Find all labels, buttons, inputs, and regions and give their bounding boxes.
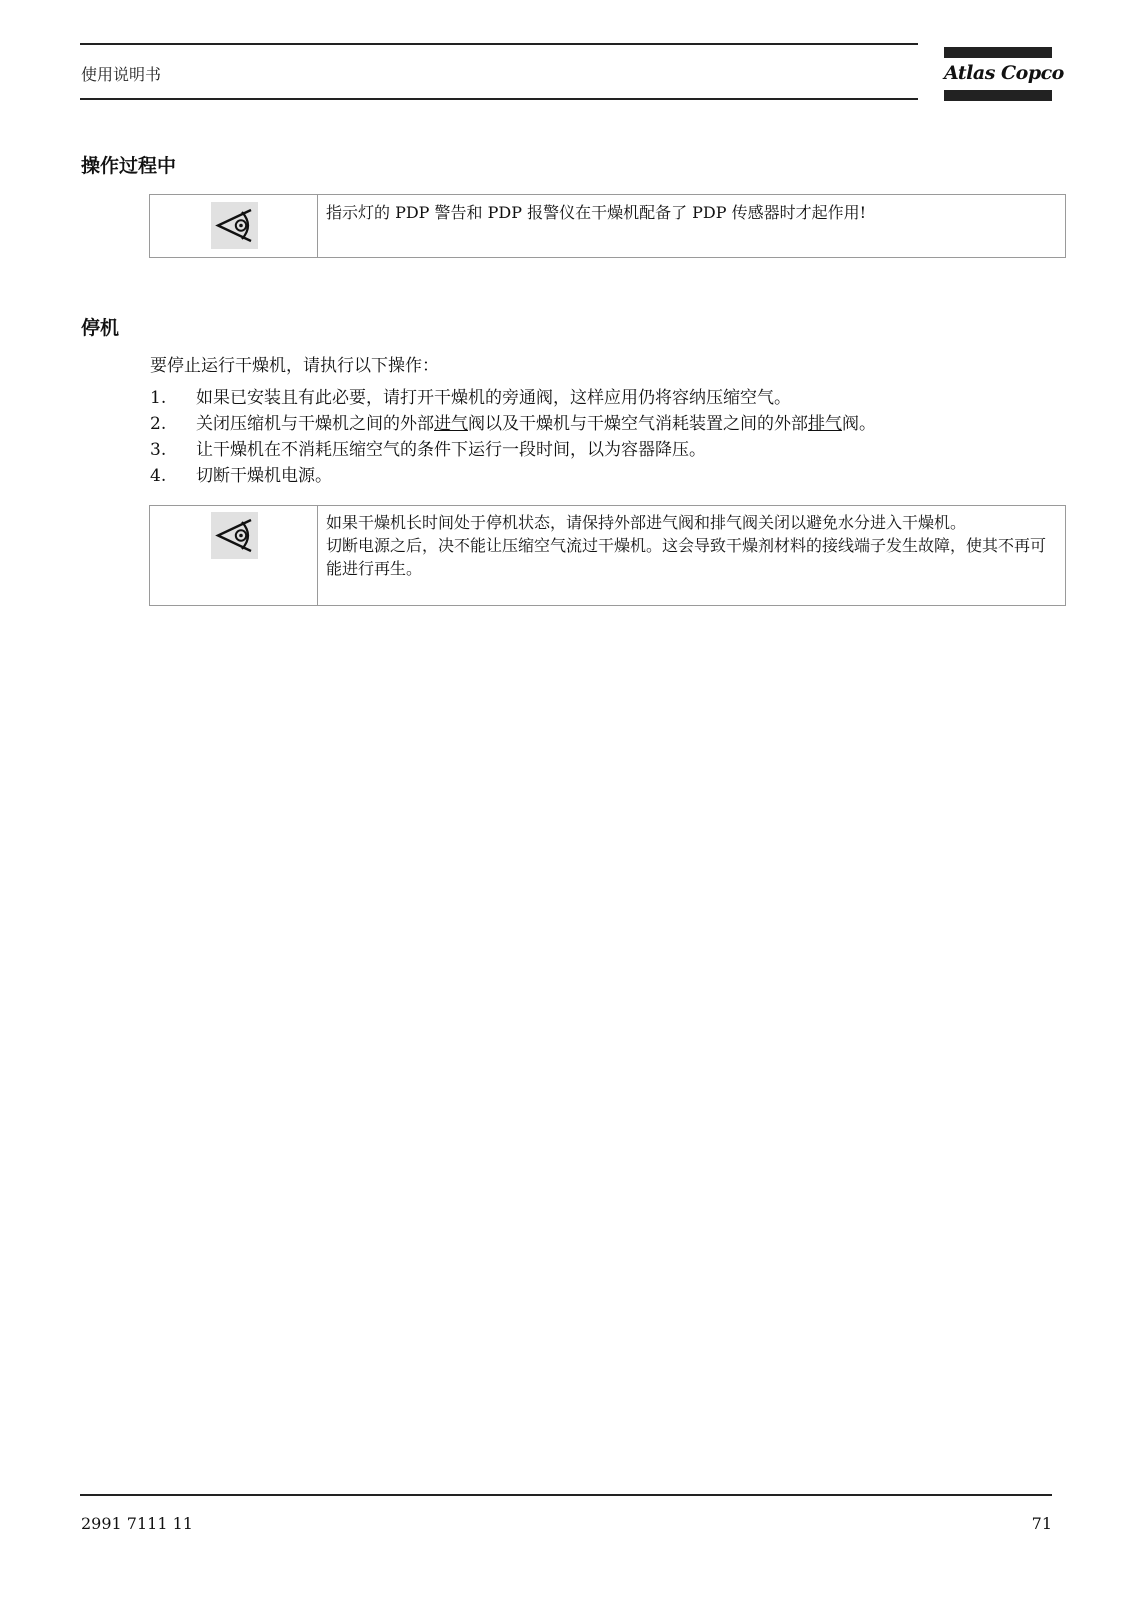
logo-text: Atlas Copco bbox=[944, 62, 1064, 84]
outlet-link[interactable]: 排气 bbox=[808, 414, 842, 434]
inlet-link[interactable]: 进气 bbox=[434, 414, 468, 434]
section-title-operation: 操作过程中 bbox=[81, 155, 177, 177]
step-text: 切断干燥机电源。 bbox=[196, 466, 332, 486]
note-text bbox=[326, 201, 1053, 224]
note-paragraph: 指示灯的 PDP 警告和 PDP 报警仪在干燥机配备了 PDP 传感器时才起作用! bbox=[326, 203, 867, 222]
step-text: 阀以及干燥机与干燥空气消耗装置之间的外部 bbox=[468, 414, 808, 434]
header-bottom-rule bbox=[80, 98, 918, 100]
step-number: 1. bbox=[150, 388, 167, 408]
step-text: 如果已安装且有此必要，请打开干燥机的旁通阀，这样应用仍将容纳压缩空气。 bbox=[196, 388, 791, 408]
step-text: 阀。 bbox=[842, 414, 876, 434]
section-title-shutdown: 停机 bbox=[81, 317, 120, 339]
header-top-rule bbox=[80, 43, 918, 45]
eye-icon bbox=[211, 512, 258, 559]
note-text bbox=[326, 511, 1053, 580]
list-item bbox=[150, 437, 876, 463]
note-box-shutdown bbox=[149, 505, 1066, 606]
document-number: 2991 7111 11 bbox=[81, 1514, 193, 1533]
note-paragraph: 如果干燥机长时间处于停机状态，请保持外部进气阀和排气阀关闭以避免水分进入干燥机。 bbox=[326, 513, 967, 532]
list-item bbox=[150, 463, 876, 489]
shutdown-steps bbox=[150, 385, 876, 489]
note-box-pdp bbox=[149, 194, 1066, 258]
list-item bbox=[150, 385, 876, 411]
header-title: 使用说明书 bbox=[81, 65, 162, 84]
step-number: 2. bbox=[150, 414, 167, 434]
logo-bottom-bar bbox=[944, 90, 1052, 101]
shutdown-intro: 要停止运行干燥机，请执行以下操作： bbox=[150, 356, 439, 376]
note-icon-cell bbox=[150, 506, 318, 605]
note-paragraph: 切断电源之后，决不能让压缩空气流过干燥机。这会导致干燥剂材料的接线端子发生故障，使其不再可能进行再生。 bbox=[326, 536, 1047, 578]
step-text: 让干燥机在不消耗压缩空气的条件下运行一段时间，以为容器降压。 bbox=[196, 440, 706, 460]
logo-top-bar bbox=[944, 47, 1052, 58]
list-item bbox=[150, 411, 876, 437]
step-text: 关闭压缩机与干燥机之间的外部 bbox=[196, 414, 434, 434]
note-icon-cell bbox=[150, 195, 318, 257]
page-number: 71 bbox=[1031, 1514, 1052, 1533]
step-number: 3. bbox=[150, 440, 167, 460]
step-number: 4. bbox=[150, 466, 167, 486]
footer-rule bbox=[80, 1494, 1052, 1496]
atlas-copco-logo bbox=[944, 47, 1064, 101]
eye-icon bbox=[211, 202, 258, 249]
